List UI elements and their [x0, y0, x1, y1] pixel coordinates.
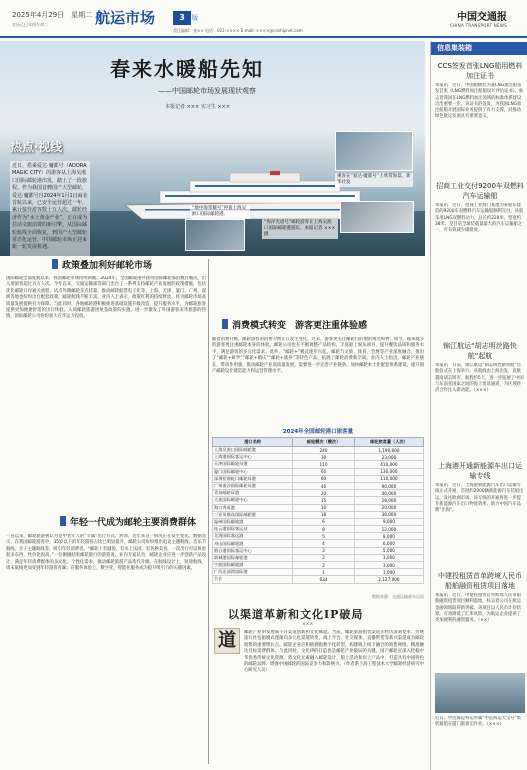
photo-caption-right2: “海洋光谱号”邮轮游客在上海吴淞口国际邮轮港游玩。本报记者 ××× 摄	[262, 219, 338, 239]
sidebar-item-body: 本报讯 近日，中国船级社为某LNG加注船签发首张《LNG燃料加注船舶设计评估证书》，标志着我国在LNG燃料加注领域的标准体系建设迈出重要一步。该证书的签发，为我国LNG加注船舶开展国际业务提供了有力支撑，对推动绿色航运发展具有重要意义。	[435, 83, 524, 120]
section-policy-text: 国际邮轮全面复航以来，我国邮轮市场持续回暖。2024年，全国邮轮港共接待国际邮轮靠泊数百艘次，出入境旅客超过百万人次。今年以来，交通运输部等部门出台了一系列支持邮轮产业发展的政策措施，包括优化邮轮口岸通关流程、试点外籍邮轮多点挂靠、推动邮轮船票电子化等。上海、天津、厦门、广州、深圳等地也纷纷出台配套政策，邮轮航线不断丰富。业内人士表示，政策红利的持续释放，将为邮轮市场高质量发展提供有力保障。与此同时，各地邮轮港积极推进基础设施升级改造，提升服务水平，为邮轮旅客提供更加便捷舒适的出行体验。入境邮轮旅游团免签政策的实施，进一步激发了外国游客来华旅游的热情，国际邮轮公司纷纷加大在华运力投放。	[6, 276, 206, 320]
table-cell-port: 厦门国际邮轮中心	[213, 468, 293, 475]
table-cell-value: 6	[293, 518, 355, 525]
table-cell-value: 23,000	[354, 454, 423, 461]
table-header-cell: 港口名称	[213, 438, 293, 447]
photo-caption-right: 乘客在“爱达·魔都号”上欣赏海景。新华社发	[335, 173, 413, 187]
table-cell-port: 温州国际邮轮港	[213, 518, 293, 525]
table-cell-value: 110	[293, 461, 355, 468]
deck-photo	[335, 131, 413, 171]
section-heading-text: 年轻一代成为邮轮主要消费群体	[70, 518, 197, 528]
table-row	[213, 447, 424, 454]
commentary-author: ×××	[302, 622, 314, 627]
table-row	[213, 461, 424, 468]
table-cell-value: 5	[293, 533, 355, 540]
hero-byline: 本报记者 ××× 实习生 ×××	[165, 104, 230, 110]
column-divider	[208, 259, 209, 764]
table-row	[213, 518, 424, 525]
table-cell-value: 2	[293, 562, 355, 569]
section-marker	[60, 516, 66, 526]
table-header-row	[213, 438, 424, 447]
commentary-text: 邮轮产业的发展离不开渠道创新和文化赋能。当前，邮轮旅游销售渠道正经历深刻变革，传统旅行社包船模式逐渐向多元化渠道转变，线上平台、社交媒体、直播带货等新兴渠道成为邮轮销售的重要增长点。邮轮企业应积极拥抱数字化转型，构建线上线下融合的销售网络，精准触达目标消费群体。与此同时，文化IP的打造也是邮轮产业破局的关键。国产邮轮应深入挖掘中华优秀传统文化资源，将文化元素融入邮轮设计、船上活动和岸上产品中，打造具有中国特色的邮轮品牌，增强中国邮轮的国际竞争力和影响力。（作者系上海工程技术大学邮轮经济研究中心研究人员）	[244, 630, 424, 674]
section-heading-text: 政策叠加利好邮轮市场	[62, 261, 153, 271]
table-cell-value: 2,127,000	[354, 576, 423, 583]
table-row	[213, 454, 424, 461]
page-suffix: 版	[192, 15, 199, 22]
table-cell-value: 634	[293, 576, 355, 583]
table-cell-value: 1	[293, 569, 355, 576]
table-row	[213, 490, 424, 497]
table-row	[213, 540, 424, 547]
section-title: 航运市场	[95, 9, 156, 27]
table-cell-port: 海口秀英港	[213, 504, 293, 511]
section-heading-consumption	[222, 319, 422, 333]
lunar-date: 农历乙巳年四月初二	[12, 22, 48, 27]
table-cell-value: 6,000	[354, 540, 423, 547]
table-cell-port: 上海港国际客运中心	[213, 454, 293, 461]
table-row	[213, 533, 424, 540]
sidebar-item-body: 本报讯 近日，上海港新能源汽车出口运输专线正式开通，首批约2000辆新能源汽车装船出运，发往欧洲市场。该专线的开通将进一步提升新能源汽车出口物流效率，助力中国汽车品牌“出海”。	[435, 483, 524, 514]
sidebar-photo-caption: 近日，中远海运特运所属“中远海运天宝号”集装箱船在厦门港靠泊作业。（×××）	[435, 716, 522, 728]
port-photo	[185, 219, 245, 251]
hero-feature	[0, 41, 425, 256]
container-ship-photo	[435, 673, 525, 713]
section-consumption-text: 随着消费升级，邮轮游客的消费习惯正在发生变化。过去，游客更关注邮轮目的地的观光购物；如今，越来越多的游客更注重邮轮本身的体验。邮轮公司也在不断调整产品结构，丰富船上娱乐项目，提升餐饮品质和服务水平，满足游客的多元化需求。此外，“邮轮+”模式逐步兴起，邮轮与文旅、体育、会展等产业深度融合，推出了“邮轮+研学”“邮轮+婚庆”“邮轮+康养”等特色产品，拓展了邮轮消费新空间。业内人士指出，邮轮产业链长、带动作用强，推动邮轮产业高质量发展，需要进一步完善产业链条，加快邮轮本土化配套体系建设，提升国产邮轮设计建造能力和运营管理水平。	[212, 337, 424, 375]
hero-subtitle: ——中国邮轮市场发展现状观察	[158, 87, 256, 95]
table-cell-port: 大连国际邮轮中心	[213, 497, 293, 504]
issue-date: 2025年4月29日 星期二	[12, 11, 93, 19]
hero-title: 春来水暖船先知	[110, 57, 264, 81]
table-cell-value: 3,000	[354, 562, 423, 569]
table-header-cell: 邮轮旅客量（人次）	[354, 438, 423, 447]
table-row	[213, 482, 424, 489]
table-cell-value: 130,000	[354, 468, 423, 475]
port-passenger-table	[212, 437, 424, 584]
table-cell-port: 烟台港国际客运中心	[213, 547, 293, 554]
table-row	[213, 554, 424, 561]
paper-name: 中国交通报	[457, 12, 507, 23]
terminal-photo	[340, 201, 414, 233]
table-cell-port: 广西北部湾国际港	[213, 569, 293, 576]
table-cell-value: 2	[293, 554, 355, 561]
table-cell-value: 110,000	[354, 475, 423, 482]
table-cell-port: 宁波国际邮轮港	[213, 562, 293, 569]
table-cell-value: 12,000	[354, 526, 423, 533]
section-marker	[52, 259, 58, 269]
table-cell-port: 合计	[213, 576, 293, 583]
hero-intro-text: 近日，搭乘爱达·魔都号（ADORA MAGIC CITY）的游客从上海吴淞口国际邮轮港出发，踏上了一段旅程。作为我国首艘国产大型邮轮，爱达·魔都号自2024年1月1日商业首航以来，已安全运营超过一年，累计接待游客数十万人次。邮轮经济作为“水上黄金产业”，正在成为拉动文旅消费的新引擎。从国际邮轮航线全面恢复，到国产大型邮轮常态化运营，中国邮轮市场正迎来新一轮发展机遇。	[10, 161, 90, 256]
news-sidebar	[430, 41, 527, 770]
table-cell-port: 北海国际客运港	[213, 533, 293, 540]
table-cell-value: 1,190,000	[354, 447, 423, 454]
table-cell-port: 三亚凤凰岛国际邮轮港	[213, 511, 293, 518]
table-cell-port: 防城港国际邮轮港	[213, 554, 293, 561]
table-row	[213, 497, 424, 504]
sidebar-item-title: CCS签发首张LNG船用燃料加注证书	[437, 62, 523, 80]
table-cell-port: 广州南沙国际邮轮母港	[213, 482, 293, 489]
page-number: 3	[179, 13, 185, 22]
paper-name-en: CHINA TRANSPORT NEWS	[449, 23, 507, 28]
table-row	[213, 468, 424, 475]
table-cell-port: 青岛邮轮母港	[213, 490, 293, 497]
table-cell-port: 深圳招商蛇口邮轮母港	[213, 475, 293, 482]
table-cell-value: 5,000	[354, 547, 423, 554]
sidebar-item-title: 锦江航运“胡志明丝路快航”起航	[443, 342, 517, 360]
table-cell-value: 36,000	[354, 511, 423, 518]
table-cell-port: 连云港国际客运站	[213, 526, 293, 533]
table-cell-value: 28,000	[354, 497, 423, 504]
table-cell-port: 舟山国际邮轮港	[213, 540, 293, 547]
table-cell-value: 20	[293, 490, 355, 497]
table-cell-port: 天津国际邮轮母港	[213, 461, 293, 468]
hotspot-label: 热点·视线	[10, 140, 63, 154]
table-cell-value: 90,000	[354, 482, 423, 489]
sidebar-item-body: 本报讯 日前，锦江航运“胡志明丝路快航”首航仪式在上海举行。该航线由上海出发，直航越南胡志明市，航程约5天，进一步拓展了中国与东南亚国家之间的海上贸易通道，为区域经济合作注入新动能。（×××）	[435, 363, 524, 394]
section-youth-text: 一直以来，邮轮旅游被认为是中老年人的“专属”出行方式。然而，近年来这一情况正在发生变化。数据显示，在我国邮轮游客中，35岁以下的年轻游客占比已明显提升。邮轮公司纷纷推出电竞主题航线、音乐节航线、亲子主题航线等，吸引年轻消费者。“邮轮上有剧场、有水上乐园、有各种美食，一次出行可以体验很多东西，性价比很高。”一位刚刚结束邮轮旅行的游客说。业内专家认为，邮轮企业应进一步创新产品设计，满足年轻消费群体的多元化、个性化需求，推动邮轮旅游产品迭代升级。在航线设计上，短途航线、周末航线更加受到年轻游客青睐；在服务体验上，数字化、智能化服务成为提升吸引力的关键因素。	[6, 534, 206, 572]
editor-line: 责任编辑：张×× 电话：021-×××× E-mail: ××××@cnshipnet.com	[173, 28, 303, 33]
table-cell-value: 60	[293, 475, 355, 482]
sidebar-item-title: 招商工业交付9200车双燃料汽车运输船	[436, 182, 524, 200]
table-header-cell: 邮轮艘次（艘次）	[293, 438, 355, 447]
table-cell-value: 20,000	[354, 504, 423, 511]
table-row	[213, 569, 424, 576]
section-marker	[222, 319, 228, 329]
table-cell-port: 上海吴淞口国际邮轮港	[213, 447, 293, 454]
table-row	[213, 504, 424, 511]
table-cell-value: 10	[293, 504, 355, 511]
table-title: 2024年全国邮轮港口旅客量	[282, 429, 354, 435]
table-cell-value: 40	[293, 482, 355, 489]
table-cell-value: 15	[293, 497, 355, 504]
table-cell-value: 30	[293, 454, 355, 461]
page-number-badge	[173, 11, 191, 25]
commentary-drop-cap: 道	[214, 628, 240, 654]
commentary-title: 以渠道革新和文化IP破局	[228, 608, 364, 621]
table-cell-value: 3	[293, 547, 355, 554]
table-cell-value: 9,000	[354, 518, 423, 525]
sidebar-item-title: 中建投租赁首单跨境人民币船舶融资租赁项目落地	[438, 572, 522, 590]
table-cell-value: 3,000	[354, 554, 423, 561]
table-cell-value: 410,000	[354, 461, 423, 468]
table-row	[213, 547, 424, 554]
section-heading-text: 消费模式转变 游客更注重体验感	[232, 321, 368, 331]
sidebar-item-body: 本报讯 近日，中建投租赁首单跨境人民币船舶融资租赁项目顺利落地，标志着公司在航运金融领域取得新突破。该项目以人民币计价结算，有效降低了汇率风险，为航运企业提供了更加便利的融资服务。（××）	[435, 593, 521, 624]
sidebar-item-title: 上海港开通新能源车出口运输专线	[438, 462, 522, 480]
table-row	[213, 576, 424, 583]
section-heading-youth	[60, 516, 210, 530]
table-row	[213, 562, 424, 569]
table-row	[213, 475, 424, 482]
table-row	[213, 511, 424, 518]
table-cell-value: 8	[293, 526, 355, 533]
table-cell-value: 40,000	[354, 490, 423, 497]
table-source: 数据来源：交通运输部水运局	[372, 594, 424, 599]
table-cell-value: 8,000	[354, 533, 423, 540]
page-header	[0, 0, 527, 38]
table-cell-value: 60	[293, 468, 355, 475]
table-row	[213, 526, 424, 533]
photo-caption-left: “地中海荣耀号”停靠上海吴淞口国际邮轮港。	[190, 205, 250, 219]
table-cell-value: 240	[293, 447, 355, 454]
table-cell-value: 18	[293, 511, 355, 518]
section-heading-policy	[52, 259, 202, 273]
sidebar-header: 信息集装箱	[431, 42, 527, 55]
table-cell-value: 1,000	[354, 569, 423, 576]
sidebar-item-body: 本报讯 近日，招商工业海门基地为某船东建造的9200车双燃料汽车运输船顺利交付。该船采用LNG双燃料动力，总长约228米，型宽约38米，是目前全球装载量最大的汽车运输船之一，可有效减少碳排放。	[435, 203, 524, 234]
table-cell-value: 4	[293, 540, 355, 547]
